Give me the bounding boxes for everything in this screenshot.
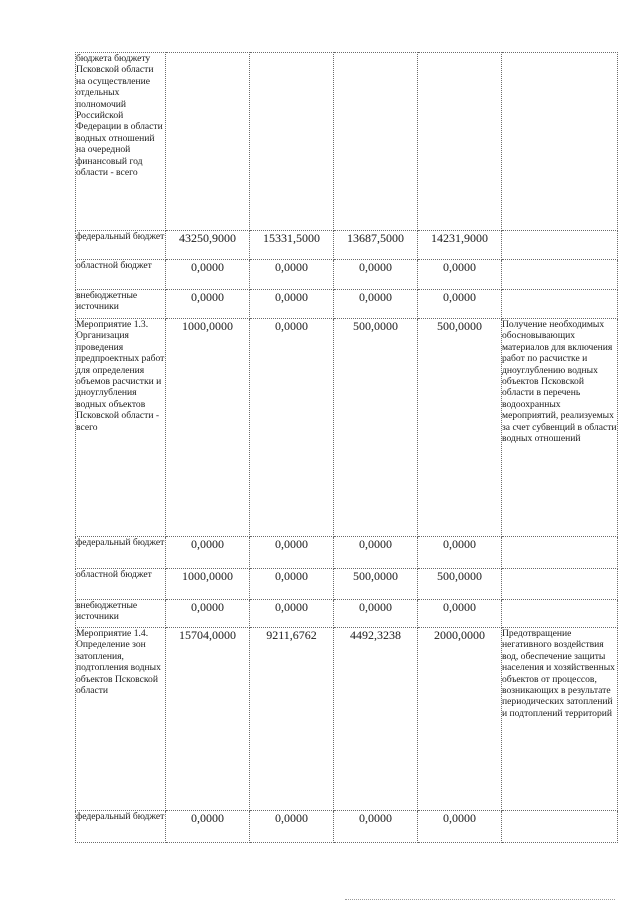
value-cell: 0,0000 bbox=[250, 600, 334, 628]
value-cell: 0,0000 bbox=[334, 811, 418, 843]
row-label: областной бюджет bbox=[76, 260, 166, 290]
table-row bbox=[76, 231, 618, 260]
table-row bbox=[76, 811, 618, 843]
value-cell: 0,0000 bbox=[334, 290, 418, 319]
value-cell bbox=[166, 53, 250, 231]
value-cell: 0,0000 bbox=[334, 537, 418, 569]
result-cell bbox=[502, 569, 618, 600]
table-row bbox=[76, 260, 618, 290]
table-row bbox=[76, 600, 618, 628]
row-label: федеральный бюджет bbox=[76, 231, 166, 260]
result-cell: Предотвращение негативного воздействия вод, обеспечение защиты населения и хозяйственных объектов от процессов, возникающих в результате периодических затоплений и подтоплений территорий bbox=[502, 628, 618, 811]
value-cell bbox=[334, 53, 418, 231]
value-cell: 0,0000 bbox=[334, 600, 418, 628]
value-cell: 1000,0000 bbox=[166, 569, 250, 600]
result-cell bbox=[502, 53, 618, 231]
value-cell: 0,0000 bbox=[418, 600, 502, 628]
row-label: федеральный бюджет bbox=[76, 537, 166, 569]
value-cell: 0,0000 bbox=[166, 811, 250, 843]
result-cell bbox=[502, 600, 618, 628]
value-cell: 1000,0000 bbox=[166, 319, 250, 537]
result-cell bbox=[502, 231, 618, 260]
table-row bbox=[76, 537, 618, 569]
table-row bbox=[76, 319, 618, 537]
value-cell: 0,0000 bbox=[334, 260, 418, 290]
value-cell: 500,0000 bbox=[334, 319, 418, 537]
footer-divider bbox=[345, 899, 615, 900]
value-cell: 0,0000 bbox=[250, 569, 334, 600]
value-cell: 500,0000 bbox=[418, 319, 502, 537]
value-cell bbox=[418, 53, 502, 231]
value-cell: 500,0000 bbox=[334, 569, 418, 600]
value-cell: 0,0000 bbox=[418, 811, 502, 843]
value-cell: 9211,6762 bbox=[250, 628, 334, 811]
table-row bbox=[76, 569, 618, 600]
budget-table bbox=[75, 52, 618, 843]
value-cell: 0,0000 bbox=[166, 537, 250, 569]
row-label: бюджета бюджету Псковской области на осуществление отдельных полномочий Российской Федерации в области водных отношений на очередной финансовый год области - всего bbox=[76, 53, 166, 231]
value-cell: 13687,5000 bbox=[334, 231, 418, 260]
table-row bbox=[76, 628, 618, 811]
row-label: внебюджетные источники bbox=[76, 600, 166, 628]
value-cell: 0,0000 bbox=[250, 290, 334, 319]
value-cell: 0,0000 bbox=[166, 260, 250, 290]
value-cell: 0,0000 bbox=[418, 290, 502, 319]
value-cell: 15331,5000 bbox=[250, 231, 334, 260]
row-label: областной бюджет bbox=[76, 569, 166, 600]
value-cell: 0,0000 bbox=[250, 811, 334, 843]
result-cell: Получение необходимых обосновывающих материалов для включения работ по расчистке и дноуглублению водных объектов Псковской области в перечень водоохранных мероприятий, реализуемых за счет субвенций в области водных отношений bbox=[502, 319, 618, 537]
row-label: Мероприятие 1.3. Организация проведения предпроектных работ для определения объемов расчистки и дноуглубления водных объектов Псковской области - всего bbox=[76, 319, 166, 537]
value-cell: 0,0000 bbox=[250, 319, 334, 537]
result-cell bbox=[502, 260, 618, 290]
value-cell: 14231,9000 bbox=[418, 231, 502, 260]
value-cell: 0,0000 bbox=[166, 290, 250, 319]
value-cell bbox=[250, 53, 334, 231]
table-row bbox=[76, 53, 618, 231]
result-cell bbox=[502, 811, 618, 843]
row-label: внебюджетные источники bbox=[76, 290, 166, 319]
value-cell: 0,0000 bbox=[166, 600, 250, 628]
row-label: Мероприятие 1.4. Определение зон затопления, подтопления водных объектов Псковской области bbox=[76, 628, 166, 811]
result-cell bbox=[502, 290, 618, 319]
value-cell: 0,0000 bbox=[250, 260, 334, 290]
value-cell: 2000,0000 bbox=[418, 628, 502, 811]
row-label: федеральный бюджет bbox=[76, 811, 166, 843]
value-cell: 0,0000 bbox=[418, 537, 502, 569]
value-cell: 43250,9000 bbox=[166, 231, 250, 260]
value-cell: 4492,3238 bbox=[334, 628, 418, 811]
table-row bbox=[76, 290, 618, 319]
value-cell: 0,0000 bbox=[418, 260, 502, 290]
value-cell: 500,0000 bbox=[418, 569, 502, 600]
value-cell: 15704,0000 bbox=[166, 628, 250, 811]
result-cell bbox=[502, 537, 618, 569]
value-cell: 0,0000 bbox=[250, 537, 334, 569]
